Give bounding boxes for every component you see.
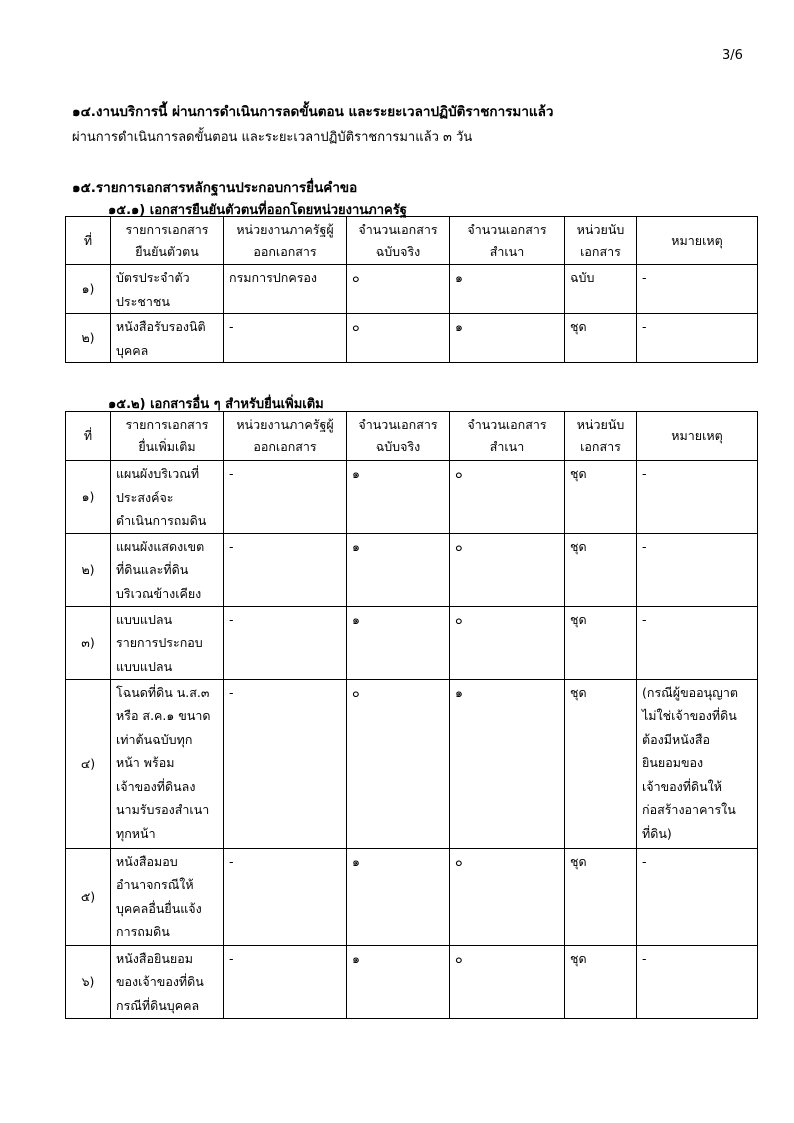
header-document <box>111 217 224 265</box>
unit: ชุด <box>565 679 637 848</box>
header-agency <box>224 412 347 461</box>
original-count: ๑ <box>347 606 450 679</box>
header-unit <box>565 412 637 461</box>
section-14-title: ๑๔.งานบริการนี้ ผ่านการดำเนินการลดขั้นตอน และระยะเวลาปฏิบัติราชการมาแล้ว <box>72 104 554 120</box>
original-count: ๑ <box>347 848 450 945</box>
header-copy-count <box>450 217 565 265</box>
issuing-agency: - <box>224 848 347 945</box>
issuing-agency: - <box>224 606 347 679</box>
header-agency-label: หน่วยงานภาครัฐผู้ ออกเอกสาร <box>236 417 334 454</box>
header-original-count <box>347 412 450 461</box>
table-row <box>66 679 758 848</box>
header-remark: หมายเหตุ <box>637 217 758 265</box>
document-name: หนังสือยินยอม ของเจ้าของที่ดิน กรณีที่ดินบุคคล <box>111 945 224 1018</box>
row-number: ๒) <box>66 314 111 363</box>
row-number: ๒) <box>66 533 111 606</box>
document-name: หนังสือรับรองนิติ บุคคล <box>111 314 224 363</box>
header-unit <box>565 217 637 265</box>
remark: - <box>637 461 758 534</box>
issuing-agency: - <box>224 314 347 363</box>
header-agency <box>224 217 347 265</box>
copy-count: ๑ <box>450 679 565 848</box>
unit: ชุด <box>565 461 637 534</box>
table-row <box>66 461 758 534</box>
header-copy-count-label: จำนวนเอกสาร สำเนา <box>467 221 547 259</box>
copy-count: ๑ <box>450 314 565 363</box>
unit: ชุด <box>565 314 637 363</box>
copy-count: ๐ <box>450 945 565 1018</box>
copy-count: ๐ <box>450 461 565 534</box>
remark: (กรณีผู้ขออนุญาต ไม่ใช่เจ้าของที่ดิน ต้องมีหนังสือ ยินยอมของ เจ้าของที่ดินให้ ก่อสร้างอาคารใน ที่ดิน) <box>637 679 758 848</box>
header-no: ที่ <box>66 412 111 461</box>
row-number: ๑) <box>66 265 111 314</box>
issuing-agency: - <box>224 461 347 534</box>
row-number: ๕) <box>66 848 111 945</box>
table-header-row <box>66 412 758 461</box>
document-name: หนังสือมอบ อำนาจกรณีให้ บุคคลอื่นยื่นแจ้ง การถมดิน <box>111 848 224 945</box>
original-count: ๑ <box>347 533 450 606</box>
header-copy-count-label: จำนวนเอกสาร สำเนา <box>467 417 547 454</box>
unit: ชุด <box>565 533 637 606</box>
issuing-agency: กรมการปกครอง <box>224 265 347 314</box>
document-name: แบบแปลน รายการประกอบ แบบแปลน <box>111 606 224 679</box>
header-document-label: รายการเอกสาร ยื่นเพิ่มเติม <box>125 417 209 454</box>
copy-count: ๑ <box>450 265 565 314</box>
additional-documents-table <box>65 411 758 1019</box>
header-copy-count <box>450 412 565 461</box>
remark: - <box>637 606 758 679</box>
original-count: ๐ <box>347 265 450 314</box>
remark: - <box>637 314 758 363</box>
table-row <box>66 533 758 606</box>
unit: ชุด <box>565 606 637 679</box>
row-number: ๔) <box>66 679 111 848</box>
document-name: แผนผังบริเวณที่ ประสงค์จะ ดำเนินการถมดิน <box>111 461 224 534</box>
table-row <box>66 848 758 945</box>
remark: - <box>637 533 758 606</box>
header-remark: หมายเหตุ <box>637 412 758 461</box>
table-row <box>66 265 758 314</box>
remark: - <box>637 945 758 1018</box>
original-count: ๑ <box>347 945 450 1018</box>
unit: ชุด <box>565 945 637 1018</box>
table-row <box>66 314 758 363</box>
identity-documents-table <box>65 216 758 363</box>
header-no: ที่ <box>66 217 111 265</box>
header-original-count-label: จำนวนเอกสาร ฉบับจริง <box>358 221 438 259</box>
header-original-count <box>347 217 450 265</box>
copy-count: ๐ <box>450 848 565 945</box>
issuing-agency: - <box>224 679 347 848</box>
header-document <box>111 412 224 461</box>
remark: - <box>637 848 758 945</box>
section-15-2-title: ๑๕.๒) เอกสารอื่น ๆ สำหรับยื่นเพิ่มเติม <box>108 397 324 412</box>
section-15-title: ๑๕.รายการเอกสารหลักฐานประกอบการยื่นคำขอ <box>72 180 358 196</box>
document-name: บัตรประจำตัว ประชาชน <box>111 265 224 314</box>
header-document-label: รายการเอกสาร ยืนยันตัวตน <box>125 221 209 259</box>
remark: - <box>637 265 758 314</box>
section-14-body: ผ่านการดำเนินการลดขั้นตอน และระยะเวลาปฏิบัติราชการมาแล้ว ๓ วัน <box>72 130 473 145</box>
header-unit-label: หน่วยนับ เอกสาร <box>576 417 625 454</box>
unit: ฉบับ <box>565 265 637 314</box>
table-row <box>66 606 758 679</box>
original-count: ๐ <box>347 314 450 363</box>
header-agency-label: หน่วยงานภาครัฐผู้ ออกเอกสาร <box>236 221 334 259</box>
section-15-1-title: ๑๕.๑) เอกสารยืนยันตัวตนที่ออกโดยหน่วยงานภาครัฐ <box>108 203 407 218</box>
issuing-agency: - <box>224 945 347 1018</box>
unit: ชุด <box>565 848 637 945</box>
header-unit-label: หน่วยนับ เอกสาร <box>576 221 625 259</box>
original-count: ๐ <box>347 679 450 848</box>
copy-count: ๐ <box>450 606 565 679</box>
copy-count: ๐ <box>450 533 565 606</box>
document-name: แผนผังแสดงเขต ที่ดินและที่ดิน บริเวณข้างเคียง <box>111 533 224 606</box>
row-number: ๖) <box>66 945 111 1018</box>
row-number: ๑) <box>66 461 111 534</box>
table-row <box>66 945 758 1018</box>
page-number: 3/6 <box>722 48 743 63</box>
issuing-agency: - <box>224 533 347 606</box>
original-count: ๑ <box>347 461 450 534</box>
table-header-row <box>66 217 758 265</box>
header-original-count-label: จำนวนเอกสาร ฉบับจริง <box>358 417 438 454</box>
document-name: โฉนดที่ดิน น.ส.๓ หรือ ส.ค.๑ ขนาด เท่าต้นฉบับทุก หน้า พร้อม เจ้าของที่ดินลง นามรับรองสำเนา ทุกหน้า <box>111 679 224 848</box>
row-number: ๓) <box>66 606 111 679</box>
